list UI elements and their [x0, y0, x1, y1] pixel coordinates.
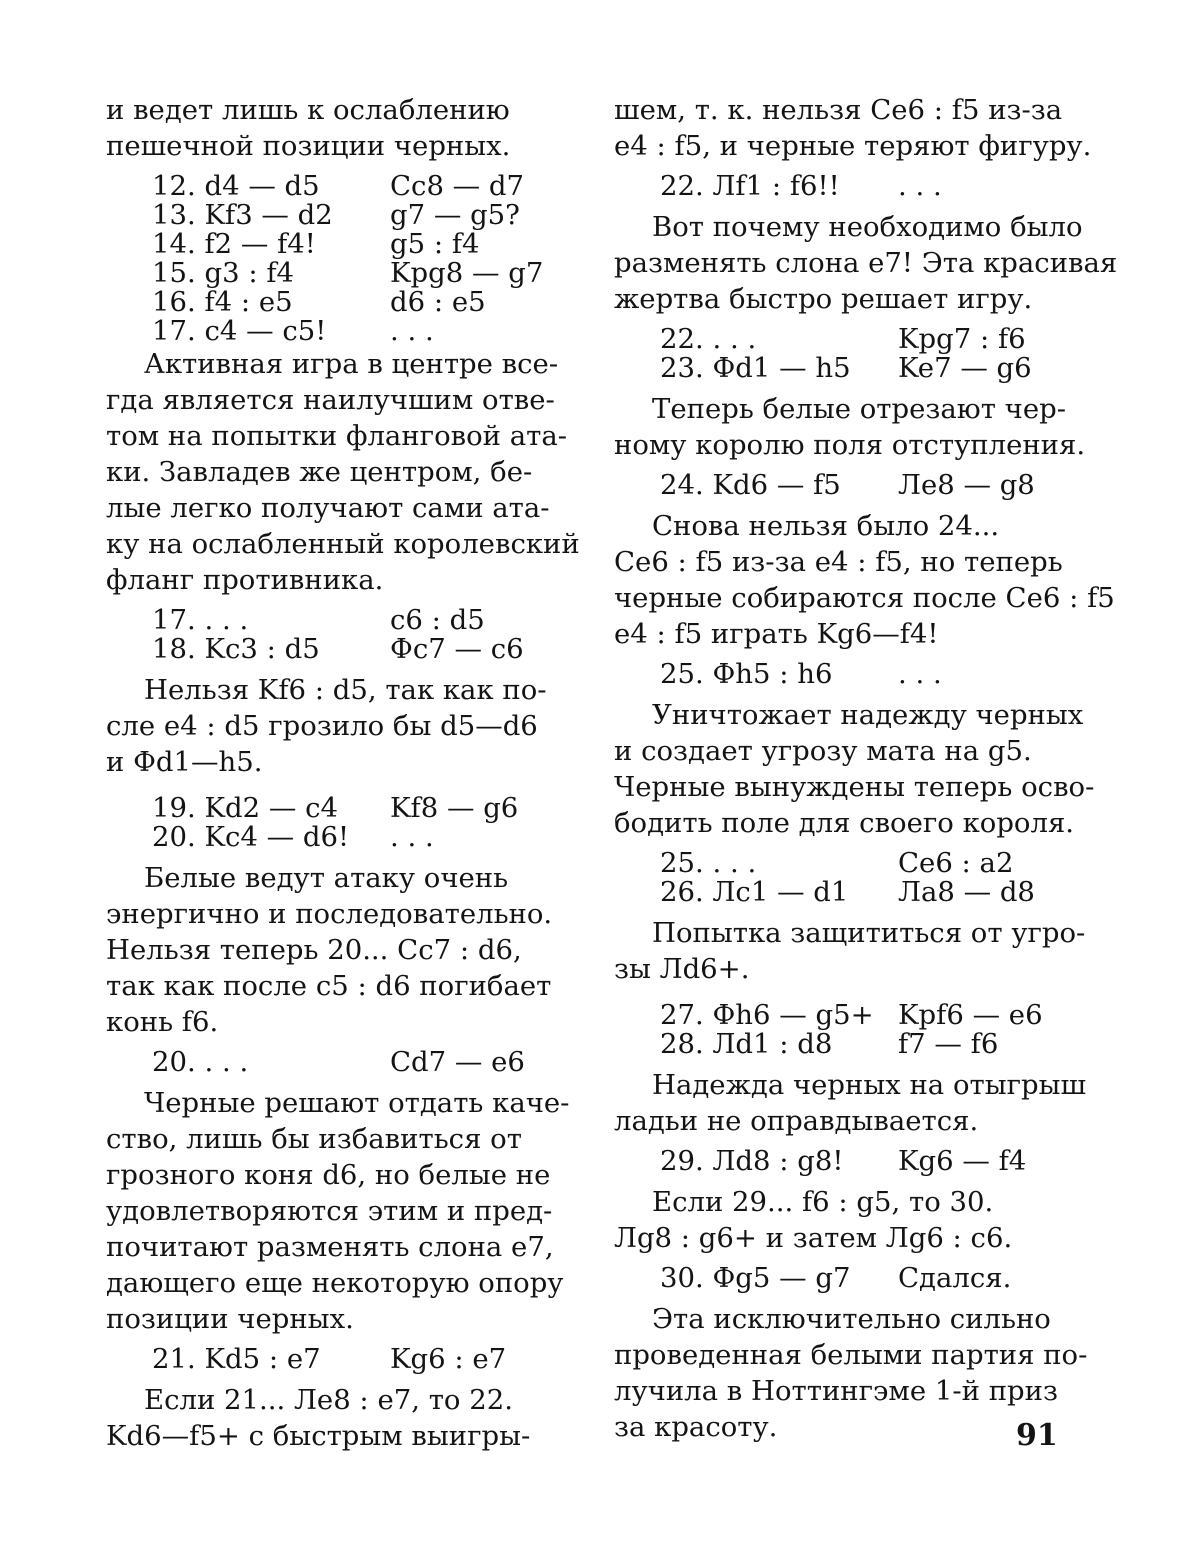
text-line: позиции черных.	[106, 1303, 354, 1335]
text-line: Если 29... f6 : g5, то 30.	[652, 1186, 994, 1218]
text-line: Снова нельзя было 24...	[652, 510, 1000, 542]
move-row	[614, 172, 1090, 201]
paragraph	[614, 391, 1090, 463]
white-move: 13. Kf3 — d2	[152, 199, 333, 231]
move-list	[614, 1147, 1090, 1176]
white-move: 29. Лd8 : g8!	[660, 1145, 844, 1177]
text-line: Черные решают отдать каче-	[144, 1087, 570, 1119]
white-move: 18. Kc3 : d5	[152, 633, 320, 665]
left-column	[106, 92, 578, 1454]
paragraph	[106, 860, 578, 1040]
move-row	[106, 201, 578, 230]
text-line: ки. Завладев же центром, бе-	[106, 456, 533, 488]
right-column	[614, 92, 1118, 1445]
page-number: 91	[1016, 1418, 1058, 1453]
black-move: Cd7 — e6	[390, 1046, 525, 1078]
text-line: Вот почему необходимо было	[652, 211, 1083, 243]
text-line: грозного коня d6, но белые не	[106, 1159, 551, 1191]
black-move: Ke7 — g6	[898, 352, 1032, 384]
text-line: e4 : f5, и черные теряют фигуру.	[614, 130, 1092, 162]
text-line: Попытка защититься от угро-	[652, 917, 1086, 949]
black-move: d6 : e5	[390, 286, 486, 318]
text-line: почитают разменять слона e7,	[106, 1231, 554, 1263]
text-line: за красоту.	[614, 1411, 778, 1443]
paragraph	[614, 697, 1095, 841]
move-row	[614, 1147, 1090, 1176]
move-row	[614, 1030, 1090, 1059]
text-line: так как после c5 : d6 погибает	[106, 970, 552, 1002]
text-line: шем, т. к. нельзя Ce6 : f5 из-за	[614, 94, 1063, 126]
paragraph	[106, 346, 578, 598]
black-move: . . .	[898, 658, 942, 690]
paragraph	[106, 1382, 578, 1454]
text-line: Надежда черных на отыгрыш	[652, 1069, 1087, 1101]
text-line: и создает угрозу мата на g5.	[614, 735, 1032, 767]
paragraph	[614, 92, 1090, 164]
white-move: 25. Фh5 : h6	[660, 658, 833, 690]
move-list	[614, 1264, 1090, 1293]
text-line: лые легко получают сами ата-	[106, 492, 550, 524]
text-line: Лg8 : g6+ и затем Лg6 : c6.	[614, 1222, 1013, 1254]
move-list	[614, 849, 1090, 907]
move-row	[106, 1048, 578, 1077]
text-line: зы Лd6+.	[614, 953, 750, 985]
text-line: фланг противника.	[106, 564, 384, 596]
black-move: . . .	[390, 315, 434, 347]
move-list	[106, 794, 578, 852]
move-row	[614, 471, 1090, 500]
move-row	[106, 230, 578, 259]
move-row	[614, 660, 1090, 689]
move-row	[106, 259, 578, 288]
text-line: Эта исключительно сильно	[652, 1303, 1051, 1335]
text-line: Нельзя Kf6 : d5, так как по-	[144, 674, 547, 706]
move-row	[106, 606, 578, 635]
move-row	[614, 325, 1090, 354]
text-line: Уничтожает надежду черных	[652, 699, 1084, 731]
black-move: g5 : f4	[390, 228, 480, 260]
white-move: 20. Kc4 — d6!	[152, 821, 350, 853]
text-line: Если 21... Лe8 : e7, то 22.	[144, 1384, 513, 1416]
paragraph	[614, 915, 1090, 987]
black-move: Лa8 — d8	[898, 876, 1035, 908]
black-move: Фc7 — c6	[390, 633, 524, 665]
text-line: Нельзя теперь 20... Cc7 : d6,	[106, 934, 522, 966]
white-move: 28. Лd1 : d8	[660, 1028, 833, 1060]
black-move: Сдался.	[898, 1262, 1012, 1294]
move-list	[614, 325, 1090, 383]
text-line: гда является наилучшим отве-	[106, 384, 555, 416]
text-line: ному королю поля отступления.	[614, 429, 1086, 461]
white-move: 19. Kd2 — c4	[152, 792, 339, 824]
text-line: e4 : f5 играть Kg6—f4!	[614, 618, 939, 650]
text-line: конь f6.	[106, 1006, 219, 1038]
text-line: разменять слона e7! Эта красивая	[614, 247, 1118, 279]
move-list	[106, 606, 578, 664]
white-move: 20. . . .	[152, 1046, 249, 1078]
move-row	[106, 823, 578, 852]
white-move: 24. Kd6 — f5	[660, 469, 841, 501]
white-move: 21. Kd5 : e7	[152, 1343, 321, 1375]
text-line: Черные вынуждены теперь осво-	[614, 771, 1095, 803]
text-line: ство, лишь бы избавиться от	[106, 1123, 522, 1155]
text-line: ладьи не оправдывается.	[614, 1105, 979, 1137]
text-line: и ведет лишь к ослаблению	[106, 94, 510, 126]
text-line: том на попытки фланговой ата-	[106, 420, 568, 452]
move-row	[106, 288, 578, 317]
white-move: 16. f4 : e5	[152, 286, 293, 318]
paragraph	[106, 92, 578, 164]
move-row	[106, 1345, 578, 1374]
black-move: g7 — g5?	[390, 199, 520, 231]
move-row	[614, 1264, 1090, 1293]
black-move: Kg6 : e7	[390, 1343, 507, 1375]
black-move: Kf8 — g6	[390, 792, 519, 824]
black-move: f7 — f6	[898, 1028, 999, 1060]
black-move: Kpg8 — g7	[390, 257, 544, 289]
black-move: Ce6 : a2	[898, 847, 1014, 879]
black-move: Kg6 — f4	[898, 1145, 1027, 1177]
text-line: Активная игра в центре все-	[144, 348, 559, 380]
text-line: ку на ослабленный королевский	[106, 528, 580, 560]
black-move: Kpf6 — e6	[898, 999, 1043, 1031]
move-list	[614, 471, 1090, 500]
paragraph	[614, 508, 1115, 652]
text-line: бодить поле для своего короля.	[614, 807, 1075, 839]
text-line: черные собираются после Ce6 : f5	[614, 582, 1115, 614]
white-move: 30. Фg5 — g7	[660, 1262, 851, 1294]
white-move: 27. Фh6 — g5+	[660, 999, 874, 1031]
text-line: Ce6 : f5 из-за e4 : f5, но теперь	[614, 546, 1063, 578]
move-row	[614, 878, 1090, 907]
black-move: . . .	[898, 170, 942, 202]
paragraph	[106, 1085, 578, 1337]
text-line: удовлетворяются этим и пред-	[106, 1195, 553, 1227]
move-list	[106, 1345, 578, 1374]
white-move: 17. c4 — c5!	[152, 315, 327, 347]
move-list	[106, 172, 578, 346]
text-line: жертва быстро решает игру.	[614, 283, 1033, 315]
paragraph	[614, 1067, 1090, 1139]
move-row	[614, 354, 1090, 383]
text-line: Kd6—f5+ с быстрым выигры-	[106, 1420, 531, 1452]
text-line: пешечной позиции черных.	[106, 130, 511, 162]
move-row	[106, 317, 578, 346]
text-line: Теперь белые отрезают чер-	[652, 393, 1067, 425]
white-move: 25. . . .	[660, 847, 757, 879]
white-move: 15. g3 : f4	[152, 257, 294, 289]
black-move: . . .	[390, 821, 434, 853]
move-list	[614, 660, 1090, 689]
text-line: и Фd1—h5.	[106, 746, 263, 778]
white-move: 26. Лc1 — d1	[660, 876, 849, 908]
white-move: 17. . . .	[152, 604, 249, 636]
paragraph	[614, 209, 1118, 317]
black-move: Cc8 — d7	[390, 170, 525, 202]
black-move: Лe8 — g8	[898, 469, 1035, 501]
white-move: 22. Лf1 : f6!!	[660, 170, 840, 202]
move-row	[106, 794, 578, 823]
text-line: энергично и последовательно.	[106, 898, 553, 930]
move-row	[614, 1001, 1090, 1030]
paragraph	[614, 1184, 1090, 1256]
white-move: 23. Фd1 — h5	[660, 352, 851, 384]
black-move: Kpg7 : f6	[898, 323, 1026, 355]
text-line: сле e4 : d5 грозило бы d5—d6	[106, 710, 538, 742]
text-line: дающего еще некоторую опору	[106, 1267, 564, 1299]
move-list	[614, 172, 1090, 201]
move-list	[106, 1048, 578, 1077]
text-line: Белые ведут атаку очень	[144, 862, 509, 894]
text-line: проведенная белыми партия по-	[614, 1339, 1088, 1371]
paragraph	[106, 672, 578, 780]
move-row	[106, 635, 578, 664]
text-line: лучила в Ноттингэме 1-й приз	[614, 1375, 1058, 1407]
black-move: c6 : d5	[390, 604, 485, 636]
move-row	[614, 849, 1090, 878]
white-move: 22. . . .	[660, 323, 757, 355]
white-move: 14. f2 — f4!	[152, 228, 316, 260]
move-list	[614, 1001, 1090, 1059]
white-move: 12. d4 — d5	[152, 170, 320, 202]
move-row	[106, 172, 578, 201]
